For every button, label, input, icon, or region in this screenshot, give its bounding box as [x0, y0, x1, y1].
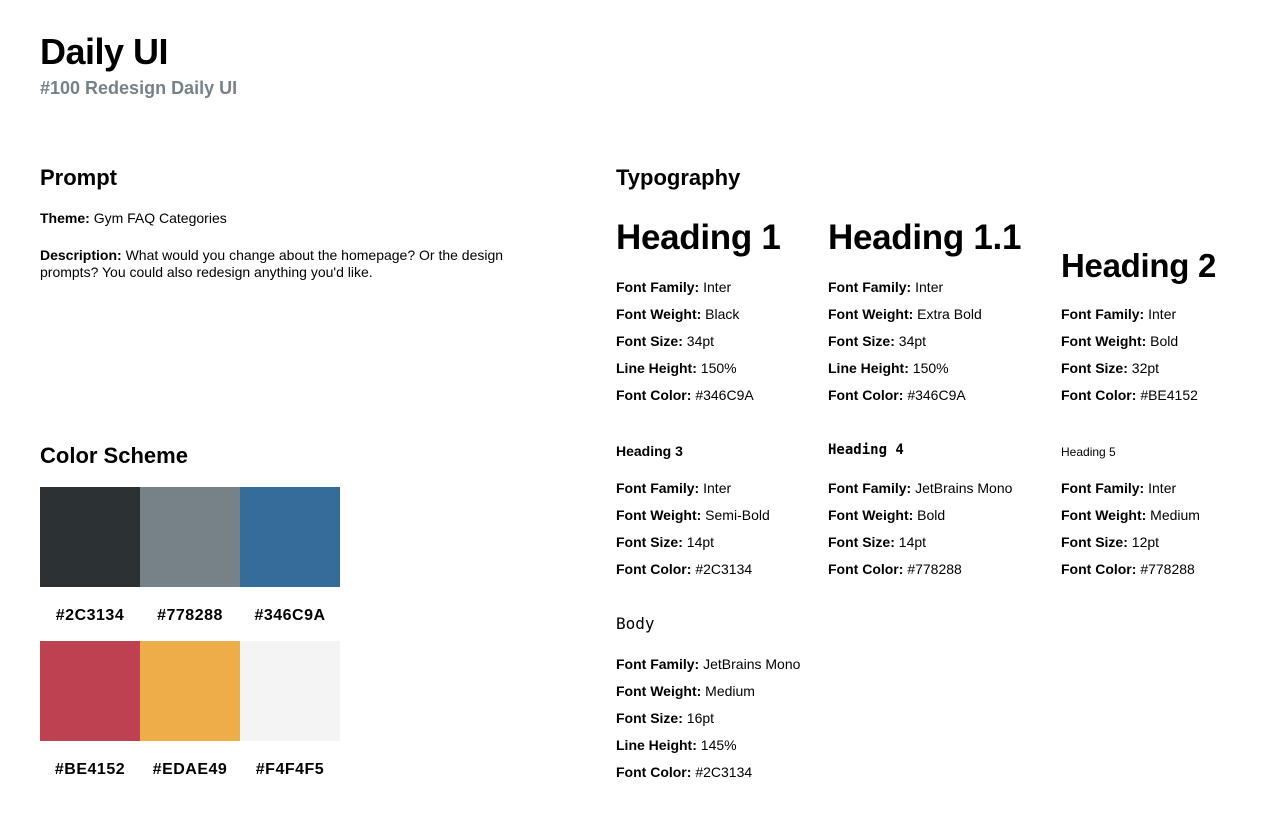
prompt-heading: Prompt: [40, 165, 117, 190]
spec-key: Font Weight:: [828, 306, 914, 322]
heading-3-sample: Heading 3: [616, 443, 683, 459]
heading-5-sample: Heading 5: [1061, 445, 1116, 459]
spec-key: Font Weight:: [616, 507, 702, 523]
spec-value: 14pt: [686, 534, 715, 550]
typography-heading: Typography: [616, 165, 741, 190]
spec-row: [616, 683, 800, 710]
spec-key: Font Family:: [828, 480, 912, 496]
spec-value: Black: [705, 306, 740, 322]
heading-2-specs: [1061, 306, 1198, 414]
spec-value: Bold: [917, 507, 946, 523]
spec-key: Line Height:: [828, 360, 909, 376]
spec-row: [616, 360, 754, 387]
spec-key: Line Height:: [616, 360, 697, 376]
heading-4-sample: Heading 4: [828, 442, 904, 458]
spec-value: Medium: [705, 683, 755, 699]
spec-key: Font Weight:: [1061, 333, 1147, 349]
heading-2-sample: Heading 2: [1061, 247, 1217, 284]
color-swatch-2: [140, 487, 240, 587]
spec-value: Semi-Bold: [705, 507, 770, 523]
color-swatch-3: [240, 487, 340, 587]
spec-key: Font Size:: [1061, 534, 1128, 550]
spec-key: Font Family:: [1061, 306, 1145, 322]
page-subtitle: #100 Redesign Daily UI: [40, 78, 238, 98]
spec-row: [616, 737, 800, 764]
spec-row: [828, 279, 982, 306]
theme-value: Gym FAQ Categories: [93, 210, 227, 226]
color-swatch-label-3: #346C9A: [254, 607, 326, 624]
spec-key: Font Weight:: [616, 683, 702, 699]
spec-key: Font Weight:: [828, 507, 914, 523]
heading-4-specs: [828, 480, 1012, 588]
spec-row: [828, 360, 982, 387]
spec-value: #2C3134: [695, 561, 753, 577]
theme-label: Theme:: [40, 210, 90, 226]
spec-value: Inter: [1148, 306, 1177, 322]
spec-value: Inter: [915, 279, 944, 295]
spec-value: #346C9A: [907, 387, 966, 403]
color-swatch-label-4: #BE4152: [54, 761, 126, 778]
heading-1-specs: [616, 279, 754, 414]
color-swatch-6: [240, 641, 340, 741]
spec-key: Font Size:: [616, 333, 683, 349]
spec-value: 145%: [700, 737, 737, 753]
spec-value: Medium: [1150, 507, 1200, 523]
spec-row: [616, 387, 754, 414]
spec-key: Font Family:: [616, 279, 700, 295]
spec-row: [1061, 480, 1200, 507]
heading-1-sample: Heading 1: [616, 218, 781, 257]
spec-value: 32pt: [1131, 360, 1160, 376]
page-title: Daily UI: [40, 31, 169, 72]
spec-row: [1061, 387, 1198, 414]
spec-key: Font Family:: [616, 480, 700, 496]
spec-key: Font Color:: [828, 387, 904, 403]
body-specs: [616, 656, 800, 791]
spec-value: 12pt: [1131, 534, 1160, 550]
spec-row: [616, 279, 754, 306]
spec-value: 150%: [912, 360, 949, 376]
description-label: Description:: [40, 247, 122, 263]
spec-row: [828, 306, 982, 333]
spec-row: [1061, 306, 1198, 333]
spec-row: [1061, 534, 1200, 561]
color-swatch-label-1: #2C3134: [55, 607, 125, 624]
color-swatch-5: [140, 641, 240, 741]
spec-row: [1061, 360, 1198, 387]
spec-row: [1061, 561, 1200, 588]
spec-key: Font Size:: [616, 534, 683, 550]
color-swatch-1: [40, 487, 140, 587]
spec-row: [1061, 507, 1200, 534]
spec-row: [616, 561, 770, 588]
spec-key: Font Family:: [1061, 480, 1145, 496]
spec-value: Inter: [703, 279, 732, 295]
spec-key: Font Color:: [828, 561, 904, 577]
spec-value: JetBrains Mono: [915, 480, 1013, 496]
spec-value: #778288: [1140, 561, 1195, 577]
spec-key: Font Family:: [828, 279, 912, 295]
spec-row: [616, 306, 754, 333]
spec-row: [828, 561, 1012, 588]
spec-row: [616, 764, 800, 791]
spec-key: Font Size:: [616, 710, 683, 726]
spec-key: Font Family:: [616, 656, 700, 672]
spec-value: 16pt: [686, 710, 715, 726]
spec-key: Font Color:: [1061, 387, 1137, 403]
spec-key: Font Size:: [1061, 360, 1128, 376]
spec-row: [616, 534, 770, 561]
spec-key: Font Color:: [616, 561, 692, 577]
spec-value: Inter: [703, 480, 732, 496]
spec-value: Bold: [1150, 333, 1179, 349]
color-scheme-heading: Color Scheme: [40, 443, 188, 468]
heading-5-specs: [1061, 480, 1200, 588]
spec-row: [828, 507, 1012, 534]
spec-row: [616, 333, 754, 360]
color-swatch-label-5: #EDAE49: [152, 761, 228, 778]
spec-value: 34pt: [686, 333, 715, 349]
prompt-description: [40, 247, 510, 281]
spec-key: Font Weight:: [1061, 507, 1147, 523]
spec-row: [616, 507, 770, 534]
spec-value: Extra Bold: [917, 306, 982, 322]
spec-key: Font Weight:: [616, 306, 702, 322]
spec-row: [616, 480, 770, 507]
heading-3-specs: [616, 480, 770, 588]
spec-row: [828, 534, 1012, 561]
spec-value: 34pt: [898, 333, 927, 349]
prompt-theme: [40, 210, 510, 227]
spec-key: Font Color:: [616, 764, 692, 780]
spec-value: #BE4152: [1140, 387, 1198, 403]
spec-value: 14pt: [898, 534, 927, 550]
body-sample: Body: [616, 614, 655, 633]
spec-row: [828, 387, 982, 414]
spec-key: Font Size:: [828, 333, 895, 349]
spec-row: [828, 333, 982, 360]
spec-value: JetBrains Mono: [703, 656, 801, 672]
description-value: What would you change about the homepage? Or the design prompts? You could also redesign anything you'd like.: [40, 247, 504, 280]
spec-row: [616, 656, 800, 683]
spec-value: #346C9A: [695, 387, 754, 403]
spec-key: Font Size:: [828, 534, 895, 550]
spec-key: Line Height:: [616, 737, 697, 753]
spec-value: Inter: [1148, 480, 1177, 496]
spec-row: [1061, 333, 1198, 360]
color-swatch-label-2: #778288: [157, 607, 223, 624]
spec-value: 150%: [700, 360, 737, 376]
spec-key: Font Color:: [616, 387, 692, 403]
spec-row: [828, 480, 1012, 507]
heading-1-1-specs: [828, 279, 982, 414]
spec-row: [616, 710, 800, 737]
spec-key: Font Color:: [1061, 561, 1137, 577]
heading-1-1-sample: Heading 1.1: [828, 218, 1022, 257]
spec-value: #778288: [907, 561, 962, 577]
color-swatch-4: [40, 641, 140, 741]
spec-value: #2C3134: [695, 764, 753, 780]
color-swatch-label-6: #F4F4F5: [255, 761, 325, 778]
